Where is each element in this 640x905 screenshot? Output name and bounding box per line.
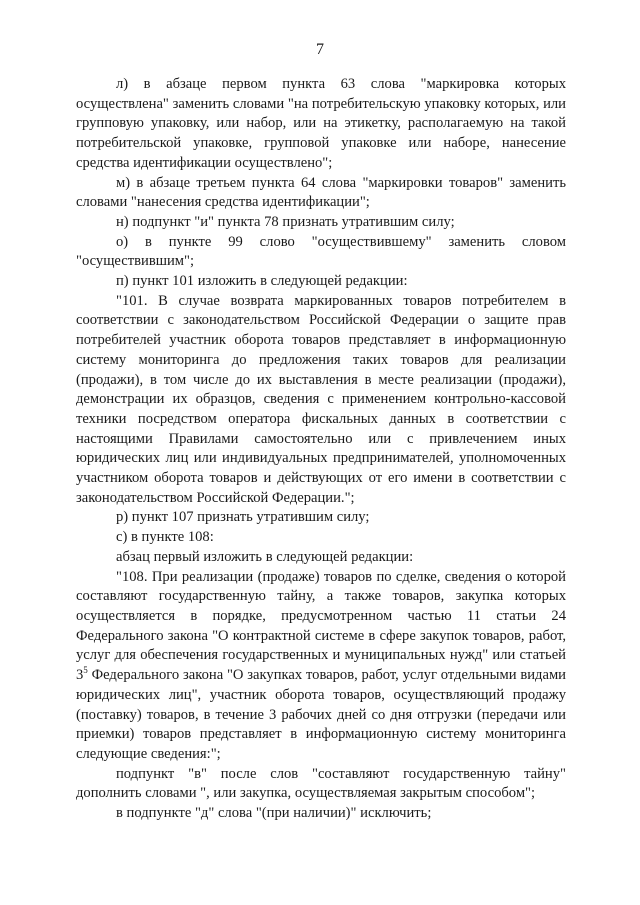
paragraph-o: о) в пункте 99 слово "осуществившему" заменить словом "осуществившим";	[76, 233, 566, 270]
paragraph-101-text: "101. В случае возврата маркированных товаров потребителем в соответствии с законодательством Российской Федерации о защите прав потребителей участник оборота товаров представляет в информационную систему мониторинга до предложения таких товаров для реализации (продажи), в том числе до их выставления в месте реализации (продажи), демонстрации их образцов, сведения с применением контрольно-кассовой техники посредством оператора фискальных данных в соответствии с настоящими Правилами самостоятельно или с привлечением иных юридических лиц или индивидуальных предпринимателей, уполномоченных участником оборота товаров и действующих от его имени в соответствии с законодательством Российской Федерации.";	[76, 292, 566, 506]
document-body	[76, 75, 566, 824]
paragraph-p: п) пункт 101 изложить в следующей редакции:	[116, 273, 408, 290]
paragraph-subpoint-v: подпункт "в" после слов "составляют государственную тайну" дополнить словами ", или закупка, осуществляемая закрытым способом";	[76, 765, 566, 802]
paragraph-108-part-1: "108. При реализации (продаже) товаров по сделке, сведения о которой составляют государственную тайну, а также товаров, закупка которых осуществляется в порядке, предусмотренном частью 11 статьи 24 Федерального закона "О контрактной системе в сфере закупок товаров, работ, услуг для обеспечения государственных и муниципальных нужд" или статьей 3	[76, 568, 566, 684]
page-number: 7	[316, 41, 324, 58]
paragraph-n: н) подпункт "и" пункта 78 признать утратившим силу;	[116, 213, 455, 230]
paragraph-108-part-2: Федерального закона "О закупках товаров, работ, услуг отдельными видами юридических лиц", участник оборота товаров, осуществляющий продажу (поставку) товаров, в течение 3 рабочих дней со дня отгрузки (передачи или приемки) товаров представляет в информационную систему мониторинга следующие сведения:";	[76, 667, 566, 762]
paragraph-l: л) в абзаце первом пункта 63 слова "маркировка которых осуществлена" заменить словами "на потребительскую упаковку которых, или групповую упаковку, или набор, или на этикетку, располагаемую на такой потребительской упаковке, групповой упаковке или наборе, нанесение средства идентификации осуществлено";	[76, 76, 566, 171]
superscript-5: 5	[83, 665, 88, 676]
paragraph-r: р) пункт 107 признать утратившим силу;	[116, 509, 370, 526]
paragraph-m: м) в абзаце третьем пункта 64 слова "маркировки товаров" заменить словами "нанесения средства идентификации";	[76, 174, 566, 211]
paragraph-s-intro: абзац первый изложить в следующей редакции:	[116, 548, 414, 565]
paragraph-s: с) в пункте 108:	[116, 529, 214, 546]
paragraph-subpoint-d: в подпункте "д" слова "(при наличии)" исключить;	[116, 805, 432, 822]
paragraph-108-text	[76, 568, 566, 765]
